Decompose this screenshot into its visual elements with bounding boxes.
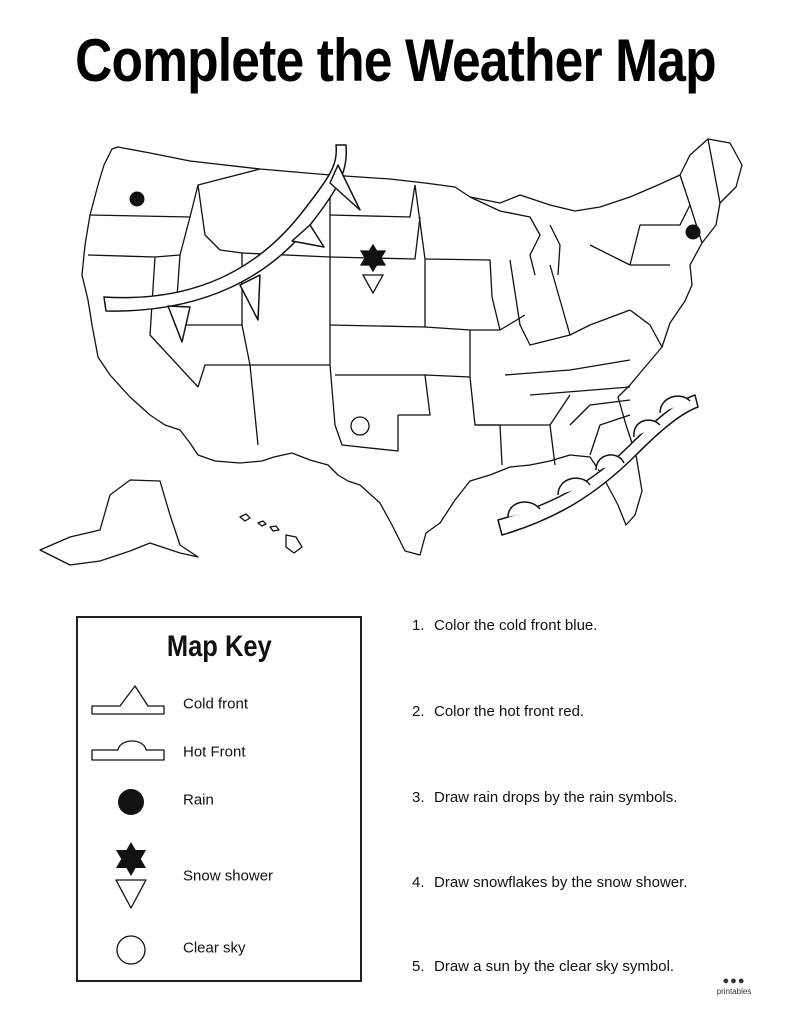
key-row-clear-sky [88,918,354,978]
key-row-rain [88,770,354,830]
instruction-number: 5. [412,958,425,975]
rain-symbol-new-york [686,225,701,240]
key-label-cold-front: Cold front [183,695,249,713]
us-map [30,125,750,575]
alaska-outline [40,480,198,565]
brand-icon: ●●● [722,975,746,987]
hawaii-outline [240,514,302,553]
map-key-title: Map Key [166,630,272,663]
brand-logo [707,975,761,996]
instruction-text: Draw a sun by the clear sky symbol. [434,958,675,975]
instruction-2 [412,703,584,720]
instruction-text: Draw rain drops by the rain symbols. [434,789,678,806]
instruction-text: Draw snowflakes by the snow shower. [434,874,688,891]
instruction-text: Color the hot front red. [434,703,585,720]
key-label-rain: Rain [183,791,214,809]
key-label-clear-sky: Clear sky [183,939,246,957]
instruction-number: 4. [412,874,425,891]
instruction-3 [412,789,677,806]
rain-icon [88,770,178,830]
clear-sky-icon [88,918,178,978]
page-title: Complete the Weather Map [75,27,716,94]
instruction-number: 3. [412,789,425,806]
key-row-snow-shower [88,834,354,918]
rain-symbol-washington [130,192,145,207]
instruction-number: 2. [412,703,425,720]
instruction-4 [412,874,687,891]
snow-shower-symbol-south-dakota [361,245,385,293]
clear-sky-symbol-oklahoma [351,417,369,435]
instruction-text: Color the cold front blue. [434,617,598,634]
instruction-1 [412,617,597,634]
snow-shower-icon [88,834,178,918]
map-key [76,616,362,982]
key-label-hot-front: Hot Front [183,743,246,761]
us-map-outline [30,125,750,575]
instruction-5 [412,958,674,975]
key-label-snow-shower: Snow shower [183,867,274,885]
instruction-number: 1. [412,617,425,634]
brand-label: printables [716,987,752,996]
